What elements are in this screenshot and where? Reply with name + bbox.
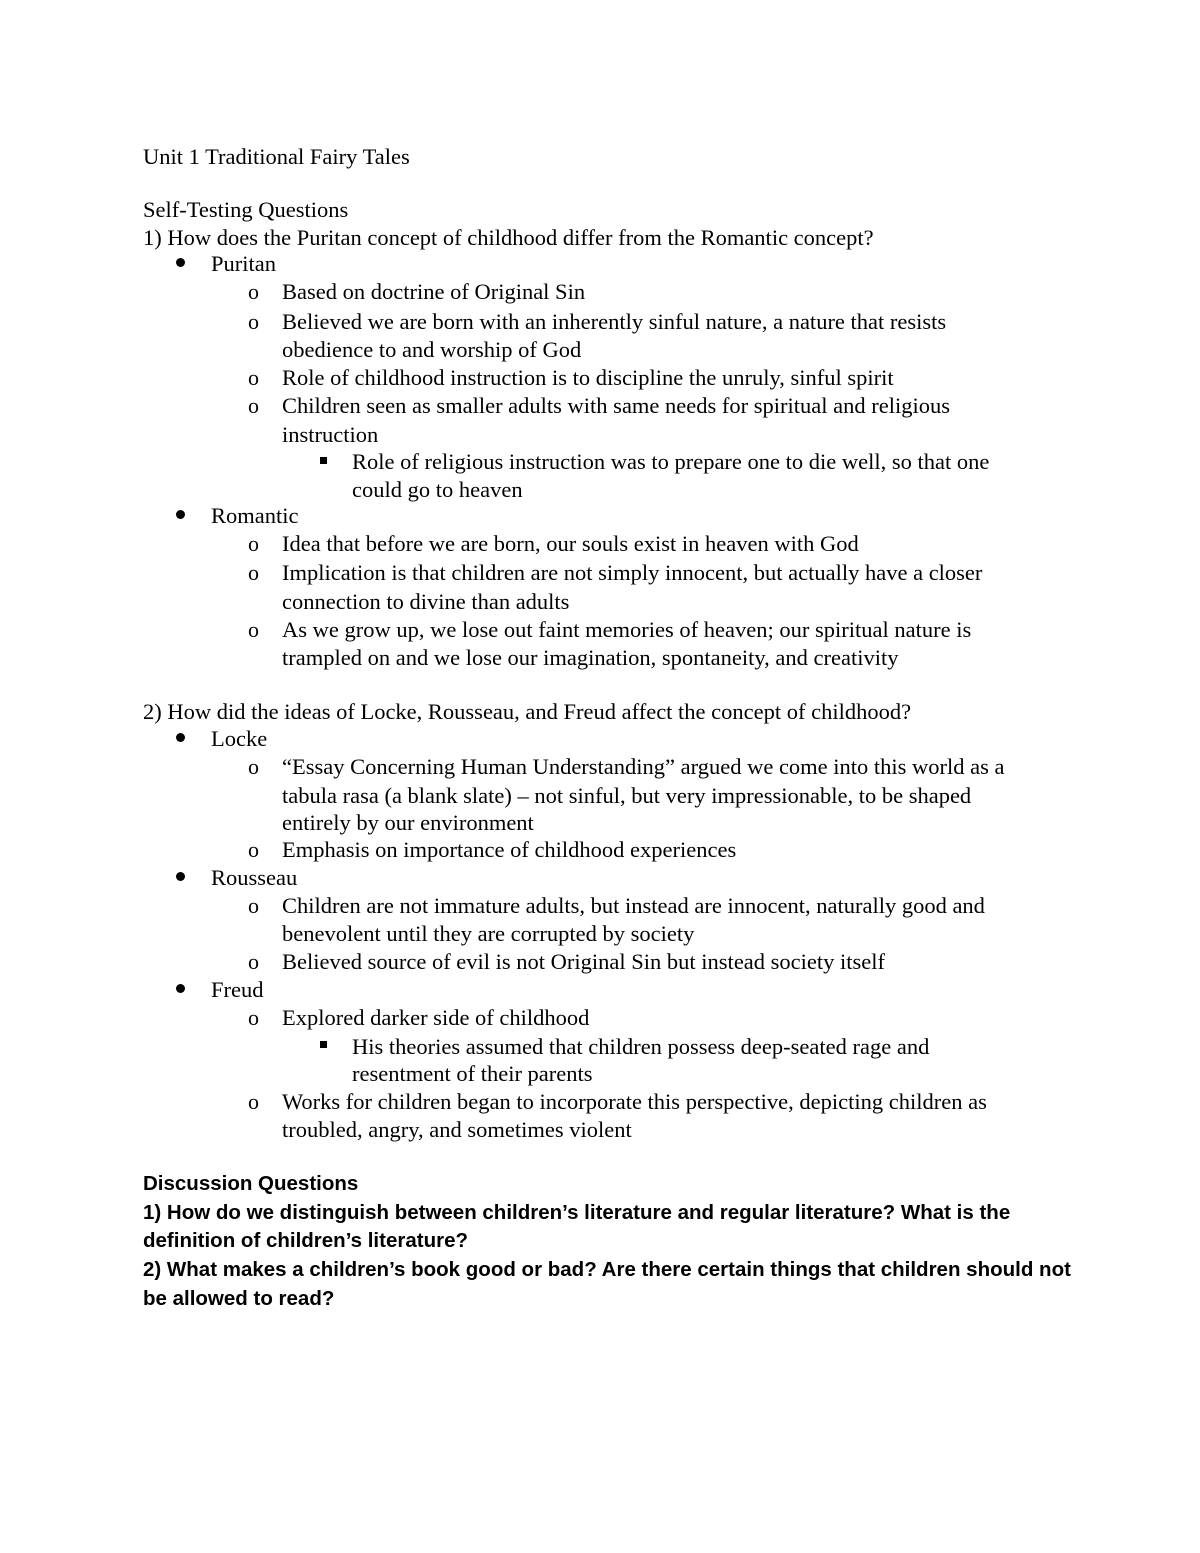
- list-item: Idea that before we are born, our souls exist in heaven with God: [282, 531, 859, 556]
- list-item-continuation: troubled, angry, and sometimes violent: [282, 1117, 632, 1142]
- list-item: “Essay Concerning Human Understanding” argued we come into this world as a: [282, 754, 1005, 779]
- bullet-disc: [176, 733, 185, 742]
- question-2: 2) How did the ideas of Locke, Rousseau, and Freud affect the concept of childhood?: [143, 699, 912, 724]
- list-item: Implication is that children are not simply innocent, but actually have a closer: [282, 560, 983, 585]
- list-item: As we grow up, we lose out faint memories of heaven; our spiritual nature is: [282, 617, 972, 642]
- bullet-disc: [176, 258, 185, 267]
- bullet-circle: o: [248, 837, 259, 862]
- list-item-continuation: trampled on and we lose our imagination, spontaneity, and creativity: [282, 645, 899, 670]
- list-item-continuation: could go to heaven: [352, 477, 523, 502]
- bullet-disc: [176, 984, 185, 993]
- list-item-continuation: tabula rasa (a blank slate) – not sinful, but very impressionable, to be shaped: [282, 783, 972, 808]
- question-1: 1) How does the Puritan concept of childhood differ from the Romantic concept?: [143, 225, 874, 250]
- bullet-circle: o: [248, 531, 259, 556]
- list-item: Based on doctrine of Original Sin: [282, 279, 586, 304]
- list-item: Explored darker side of childhood: [282, 1005, 590, 1030]
- list-item-continuation: connection to divine than adults: [282, 589, 570, 614]
- bullet-circle: o: [248, 279, 259, 304]
- bullet-circle: o: [248, 754, 259, 779]
- bullet-puritan: Puritan: [211, 251, 276, 276]
- list-item: Works for children began to incorporate this perspective, depicting children as: [282, 1089, 987, 1114]
- document-title: Unit 1 Traditional Fairy Tales: [143, 144, 410, 169]
- bullet-romantic: Romantic: [211, 503, 299, 528]
- list-item: Children are not immature adults, but instead are innocent, naturally good and: [282, 893, 985, 918]
- bullet-square: [320, 1041, 327, 1048]
- discussion-question-1: 1) How do we distinguish between children’s literature and regular literature? What is the: [143, 1201, 1011, 1224]
- discussion-question-1-continuation: definition of children’s literature?: [143, 1229, 468, 1252]
- bullet-circle: o: [248, 1005, 259, 1030]
- bullet-circle: o: [248, 309, 259, 334]
- bullet-circle: o: [248, 949, 259, 974]
- discussion-heading: Discussion Questions: [143, 1172, 359, 1195]
- list-item-continuation: resentment of their parents: [352, 1061, 593, 1086]
- list-item: Emphasis on importance of childhood experiences: [282, 837, 737, 862]
- list-item-continuation: instruction: [282, 422, 379, 447]
- list-item: Role of religious instruction was to prepare one to die well, so that one: [352, 449, 990, 474]
- bullet-circle: o: [248, 560, 259, 585]
- bullet-square: [320, 457, 327, 464]
- list-item: His theories assumed that children possess deep-seated rage and: [352, 1034, 930, 1059]
- bullet-disc: [176, 872, 185, 881]
- list-item-continuation: benevolent until they are corrupted by society: [282, 921, 695, 946]
- bullet-circle: o: [248, 365, 259, 390]
- bullet-circle: o: [248, 617, 259, 642]
- discussion-question-2-continuation: be allowed to read?: [143, 1287, 335, 1310]
- self-testing-heading: Self-Testing Questions: [143, 197, 349, 222]
- list-item: Believed source of evil is not Original Sin but instead society itself: [282, 949, 886, 974]
- bullet-locke: Locke: [211, 726, 268, 751]
- list-item: Believed we are born with an inherently sinful nature, a nature that resists: [282, 309, 947, 334]
- list-item-continuation: obedience to and worship of God: [282, 337, 582, 362]
- list-item: Role of childhood instruction is to discipline the unruly, sinful spirit: [282, 365, 894, 390]
- bullet-circle: o: [248, 393, 259, 418]
- bullet-circle: o: [248, 893, 259, 918]
- list-item-continuation: entirely by our environment: [282, 810, 534, 835]
- discussion-question-2: 2) What makes a children’s book good or bad? Are there certain things that children should not: [143, 1258, 1071, 1281]
- bullet-circle: o: [248, 1089, 259, 1114]
- bullet-rousseau: Rousseau: [211, 865, 298, 890]
- list-item: Children seen as smaller adults with same needs for spiritual and religious: [282, 393, 950, 418]
- bullet-disc: [176, 510, 185, 519]
- bullet-freud: Freud: [211, 977, 264, 1002]
